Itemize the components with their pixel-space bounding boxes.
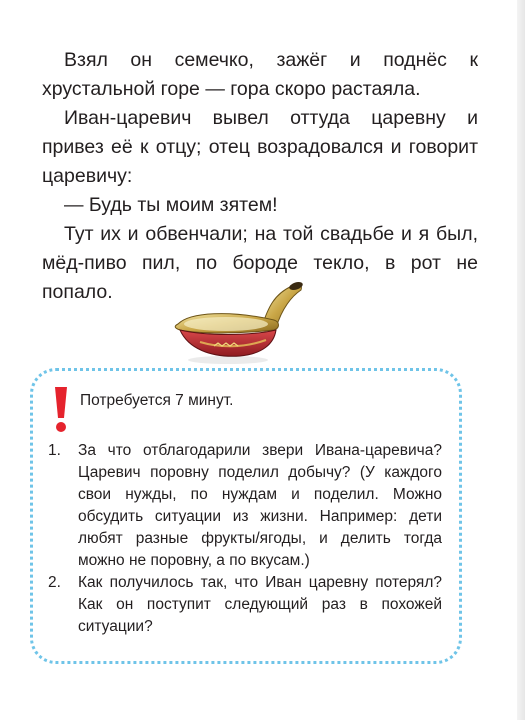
- question-text: Как получилось так, что Иван царевну потерял? Как он поступит следующий раз в похожей ситуации?: [78, 574, 442, 635]
- time-note: Потребуется 7 минут.: [80, 392, 234, 409]
- page-edge: [517, 0, 525, 720]
- question-item: [48, 440, 442, 572]
- story-paragraph: Иван-царевич вывел оттуда царевну и привез её к отцу; отец возрадовался и говорит царевичу:: [42, 107, 478, 187]
- story-paragraph: Тут их и обвенчали; на той свадьбе и я был, мёд-пиво пил, по бороде текло, в рот не попало.: [42, 223, 478, 303]
- question-list: [48, 440, 442, 638]
- story-paragraph: Взял он семечко, зажёг и поднёс к хрустальной горе — гора скоро растаяла.: [42, 49, 478, 100]
- question-item: [48, 572, 442, 638]
- ladle-illustration: [170, 268, 320, 373]
- story-paragraph: — Будь ты моим зятем!: [64, 194, 278, 216]
- question-number: 1.: [48, 442, 61, 459]
- question-text: За что отблагодарили звери Ивана-царевича? Царевич поровну поделил добычу? (У каждого свои нужды, по нуждам и поделил. Можно обсудить ситуации из жизни. Например: дети любят разные фрукты/ягоды, и делить тогда можно не поровну, а по вкусам.): [78, 442, 442, 569]
- question-number: 2.: [48, 574, 61, 591]
- exclamation-icon: [52, 386, 70, 434]
